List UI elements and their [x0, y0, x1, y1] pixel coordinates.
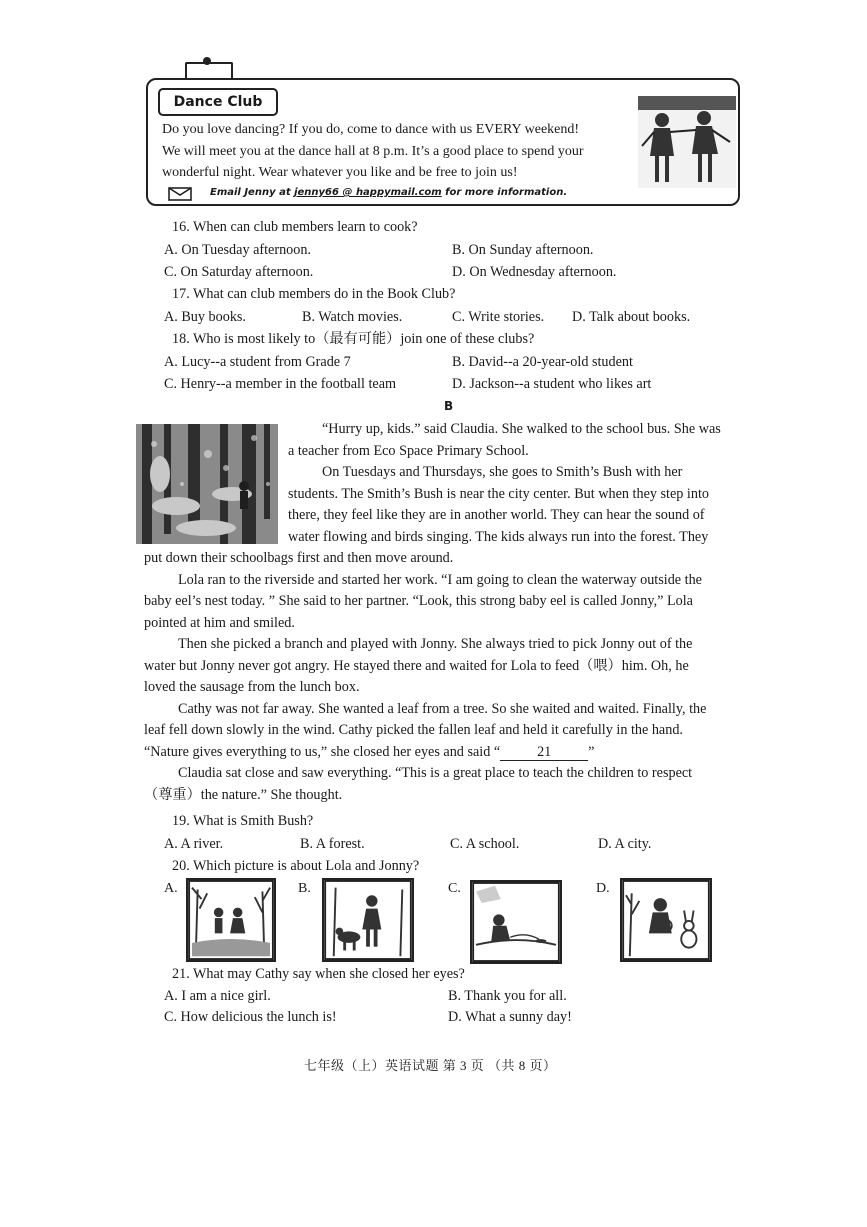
q19-option-b: B. A forest. [300, 836, 365, 852]
q20-option-c: C. [448, 881, 461, 896]
notice-line: wonderful night. Wear whatever you like and be free to join us! [162, 165, 518, 180]
q21-option-a: A. I am a nice girl. [164, 988, 271, 1004]
q18-option-a: A. Lucy--a student from Grade 7 [164, 354, 351, 370]
passage-line: （尊重）the nature.” She thought. [144, 786, 343, 803]
q19-option-c: C. A school. [450, 836, 520, 852]
passage-line: baby eel’s nest today. ” She said to her partner. “Look, this strong baby eel is called Jonny,” Lola [144, 593, 693, 609]
passage-line: leaf fell down slowly in the wind. Cathy picked the fallen leaf and held it carefully in the hand. [144, 722, 683, 738]
email-address-link[interactable]: jenny66 @ happymail.com [294, 187, 442, 198]
email-prefix: Email Jenny at [210, 187, 295, 198]
q17-option-d: D. Talk about books. [572, 309, 691, 325]
question-16: 16. When can club members learn to cook? [172, 219, 418, 235]
passage-body [144, 548, 744, 806]
passage-paragraph-1 [288, 419, 746, 548]
q16-option-d: D. On Wednesday afternoon. [452, 264, 617, 280]
passage-text: “Nature gives everything to us,” she closed her eyes and said “ [144, 743, 501, 760]
notice-nail [203, 57, 211, 65]
q16-option-c: C. On Saturday afternoon. [164, 264, 314, 280]
forest-picture [136, 424, 278, 544]
q20-option-d: D. [596, 881, 610, 896]
envelope-icon [168, 187, 192, 201]
q21-option-b: B. Thank you for all. [448, 988, 567, 1004]
passage-line: put down their schoolbags first and then move around. [144, 550, 454, 566]
q20-option-a: A. [164, 881, 178, 896]
section-b-heading: B [444, 399, 454, 413]
passage-line: water but Jonny never got angry. He stayed there and waited for Lola to feed（喂）him. Oh, he [144, 657, 689, 674]
question-19: 19. What is Smith Bush? [172, 813, 314, 829]
question-17: 17. What can club members do in the Book Club? [172, 286, 456, 302]
passage-line-blank [144, 742, 744, 764]
q20-picture-d [620, 878, 712, 962]
q19-option-d: D. A city. [598, 836, 652, 852]
passage-line: there, they feel like they are in another world. They can hear the sound of [288, 507, 705, 523]
question-18: 18. Who is most likely to（最有可能）join one of these clubs? [172, 331, 535, 347]
notice-line: Do you love dancing? If you do, come to dance with us EVERY weekend! [162, 122, 580, 137]
q17-option-c: C. Write stories. [452, 309, 545, 325]
question-20: 20. Which picture is about Lola and Jonny? [172, 858, 420, 874]
passage-line: On Tuesdays and Thursdays, she goes to Smith’s Bush with her [322, 464, 683, 480]
q18-option-c: C. Henry--a member in the football team [164, 376, 397, 392]
q17-option-b: B. Watch movies. [302, 309, 403, 325]
notice-email-line [210, 187, 567, 198]
passage-line: water flowing and birds singing. The kids always run into the forest. They [288, 528, 709, 545]
passage-line: a teacher from Eco Space Primary School. [288, 442, 529, 459]
q17-option-a: A. Buy books. [164, 309, 246, 325]
q18-option-d: D. Jackson--a student who likes art [452, 376, 652, 392]
q21-option-c: C. How delicious the lunch is! [164, 1009, 337, 1025]
answer-blank-21[interactable]: 21 [500, 745, 588, 761]
q21-option-d: D. What a sunny day! [448, 1009, 572, 1025]
passage-text: ” [588, 743, 595, 760]
passage-line: loved the sausage from the lunch box. [144, 679, 360, 695]
passage-line: Then she picked a branch and played with Jonny. She always tried to pick Jonny out of the [178, 636, 693, 652]
q18-option-b: B. David--a 20-year-old student [452, 354, 633, 370]
email-suffix: for more information. [441, 187, 568, 198]
q16-option-b: B. On Sunday afternoon. [452, 242, 594, 258]
passage-line: Cathy was not far away. She wanted a leaf from a tree. So she waited and waited. Finally, the [178, 700, 707, 717]
q20-picture-c [470, 880, 562, 964]
page-footer: 七年级（上）英语试题 第 3 页 （共 8 页） [304, 1058, 557, 1073]
question-21: 21. What may Cathy say when she closed her eyes? [172, 966, 465, 982]
notice-line: We will meet you at the dance hall at 8 p.m. It’s a good place to spend your [162, 143, 584, 159]
q19-option-a: A. A river. [164, 836, 224, 852]
passage-line: students. The Smith’s Bush is near the city center. But when they step into [288, 485, 709, 502]
q16-option-a: A. On Tuesday afternoon. [164, 242, 311, 258]
notice-title: Dance Club [158, 88, 278, 116]
passage-line: Lola ran to the riverside and started her work. “I am going to clean the waterway outside the [178, 571, 702, 588]
notice-body [162, 119, 642, 184]
passage-line: Claudia sat close and saw everything. “This is a great place to teach the children to respect [178, 765, 693, 781]
q20-picture-a [186, 878, 276, 962]
q20-option-b: B. [298, 881, 311, 896]
dancers-illustration [638, 96, 736, 188]
passage-line: “Hurry up, kids.” said Claudia. She walked to the school bus. She was [322, 421, 721, 437]
q20-picture-b [322, 878, 414, 962]
passage-line: pointed at him and smiled. [144, 614, 295, 631]
